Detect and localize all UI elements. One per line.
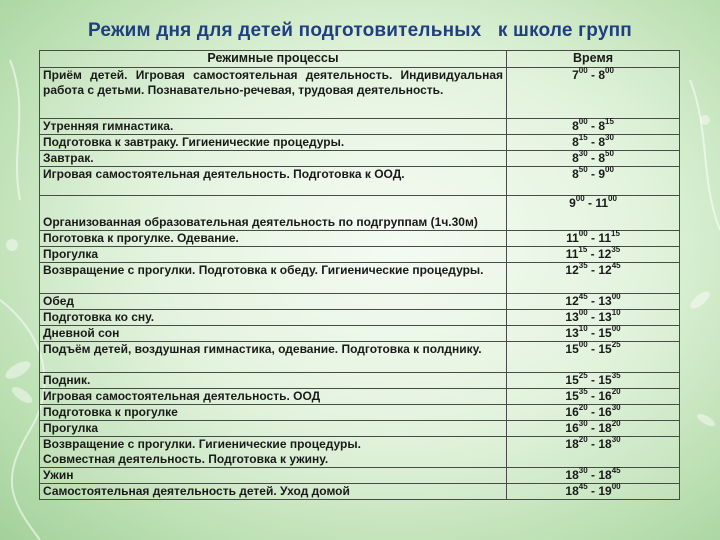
process-cell: Прогулка	[40, 247, 507, 263]
time-cell: $15^{25} - 15^{35}$	[507, 373, 680, 389]
table-row	[40, 167, 680, 196]
time-cell: $9^{00} - 11^{00}$	[507, 196, 680, 231]
time-cell: $12^{35} - 12^{45}$	[507, 263, 680, 294]
process-cell: Возвращение с прогулки. Гигиенические процедуры. Совместная деятельность. Подготовка к ужину.	[40, 437, 507, 468]
table-row	[40, 484, 680, 500]
time-cell: $8^{15} - 8^{30}$	[507, 135, 680, 151]
time-cell: $18^{20} - 18^{30}$	[507, 437, 680, 468]
page-title: Режим дня для детей подготовительных к школе групп	[88, 20, 632, 41]
time-cell: $16^{30} - 18^{20}$	[507, 421, 680, 437]
time-cell: $8^{30} - 8^{50}$	[507, 151, 680, 167]
process-cell: Подготовка к прогулке	[40, 405, 507, 421]
time-cell: $8^{50} - 9^{00}$	[507, 167, 680, 196]
process-cell: Игровая самостоятельная деятельность. ООД	[40, 389, 507, 405]
process-cell: Утренняя гимнастика.	[40, 119, 507, 135]
process-cell: Подник.	[40, 373, 507, 389]
process-cell: Самостоятельная деятельность детей. Уход домой	[40, 484, 507, 500]
time-cell: $16^{20} - 16^{30}$	[507, 405, 680, 421]
process-cell: Подготовка ко сну.	[40, 310, 507, 326]
time-cell: $13^{10} - 15^{00}$	[507, 326, 680, 342]
process-cell: Дневной сон	[40, 326, 507, 342]
time-cell: $15^{00} - 15^{25}$	[507, 342, 680, 373]
time-cell: $15^{35} - 16^{20}$	[507, 389, 680, 405]
process-cell: Организованная образовательная деятельность по подгруппам (1ч.30м)	[40, 196, 507, 231]
process-cell: Подготовка к завтраку. Гигиенические процедуры.	[40, 135, 507, 151]
time-cell: $18^{30} - 18^{45}$	[507, 468, 680, 484]
table-row	[40, 196, 680, 231]
time-cell: $18^{45} - 19^{00}$	[507, 484, 680, 500]
time-cell: $7^{00} - 8^{00}$	[507, 68, 680, 119]
time-cell: $13^{00} - 13^{10}$	[507, 310, 680, 326]
time-cell: $8^{00} - 8^{15}$	[507, 119, 680, 135]
time-cell: $12^{45} - 13^{00}$	[507, 294, 680, 310]
process-cell: Обед	[40, 294, 507, 310]
process-cell: Возвращение с прогулки. Подготовка к обеду. Гигиенические процедуры.	[40, 263, 507, 294]
process-cell: Завтрак.	[40, 151, 507, 167]
process-cell: Игровая самостоятельная деятельность. Подготовка к ООД.	[40, 167, 507, 196]
header-process: Режимные процессы	[40, 51, 507, 68]
process-cell: Прогулка	[40, 421, 507, 437]
table-row	[40, 437, 680, 468]
time-cell: $11^{15} - 12^{35}$	[507, 247, 680, 263]
process-cell: Поготовка к прогулке. Одевание.	[40, 231, 507, 247]
process-cell: Ужин	[40, 468, 507, 484]
time-cell: $11^{00} - 11^{15}$	[507, 231, 680, 247]
process-cell: Подъём детей, воздушная гимнастика, одевание. Подготовка к полднику.	[40, 342, 507, 373]
daily-schedule-table	[39, 50, 680, 500]
table-header-row	[40, 51, 680, 68]
table-row	[40, 342, 680, 373]
table-row	[40, 68, 680, 119]
process-cell: Приём детей. Игровая самостоятельная деятельность. Индивидуальная работа с детьми. Познавательно-речевая, трудовая деятельность.	[40, 68, 507, 119]
header-time: Время	[507, 51, 680, 68]
table-row	[40, 263, 680, 294]
